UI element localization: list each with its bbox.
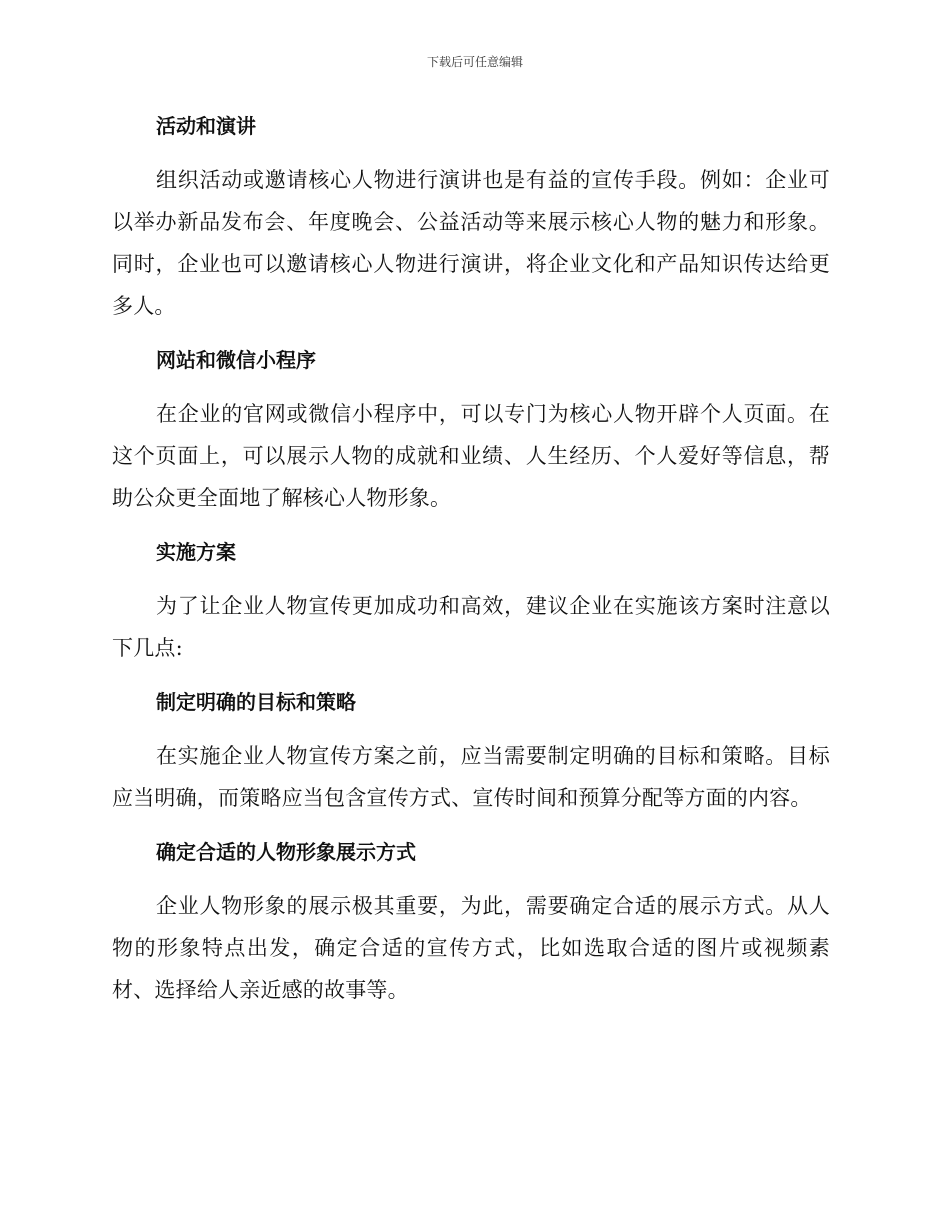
section-website-and-mini-program [112, 339, 830, 519]
section-heading: 制定明确的目标和策略 [156, 690, 356, 714]
section-paragraph: 在企业的官网或微信小程序中，可以专门为核心人物开辟个人页面。在这个页面上，可以展示人物的成就和业绩、人生经历、个人爱好等信息，帮助公众更全面地了解核心人物形象。 [112, 402, 830, 510]
section-heading: 确定合适的人物形象展示方式 [156, 840, 416, 864]
section-activities-and-speeches [112, 105, 830, 327]
section-paragraph: 为了让企业人物宣传更加成功和高效，建议企业在实施该方案时注意以下几点: [112, 594, 830, 660]
section-heading: 实施方案 [156, 540, 236, 564]
section-heading: 活动和演讲 [156, 114, 256, 138]
section-paragraph: 企业人物形象的展示极其重要，为此，需要确定合适的展示方式。从人物的形象特点出发，确定合适的宣传方式，比如选取合适的图片或视频素材、选择给人亲近感的故事等。 [112, 894, 830, 1002]
section-image-presentation [112, 831, 830, 1011]
section-paragraph: 在实施企业人物宣传方案之前，应当需要制定明确的目标和策略。目标应当明确，而策略应当包含宣传方式、宣传时间和预算分配等方面的内容。 [112, 744, 830, 810]
section-paragraph: 组织活动或邀请核心人物进行演讲也是有益的宣传手段。例如：企业可以举办新品发布会、年度晚会、公益活动等来展示核心人物的魅力和形象。同时，企业也可以邀请核心人物进行演讲，将企业文化和产品知识传达给更多人。 [112, 168, 830, 318]
document-body [112, 105, 830, 1023]
section-heading: 网站和微信小程序 [156, 348, 316, 372]
section-implementation-plan [112, 531, 830, 669]
page-header: 下载后可任意编辑 [426, 55, 523, 69]
section-goals-and-strategy [112, 681, 830, 819]
